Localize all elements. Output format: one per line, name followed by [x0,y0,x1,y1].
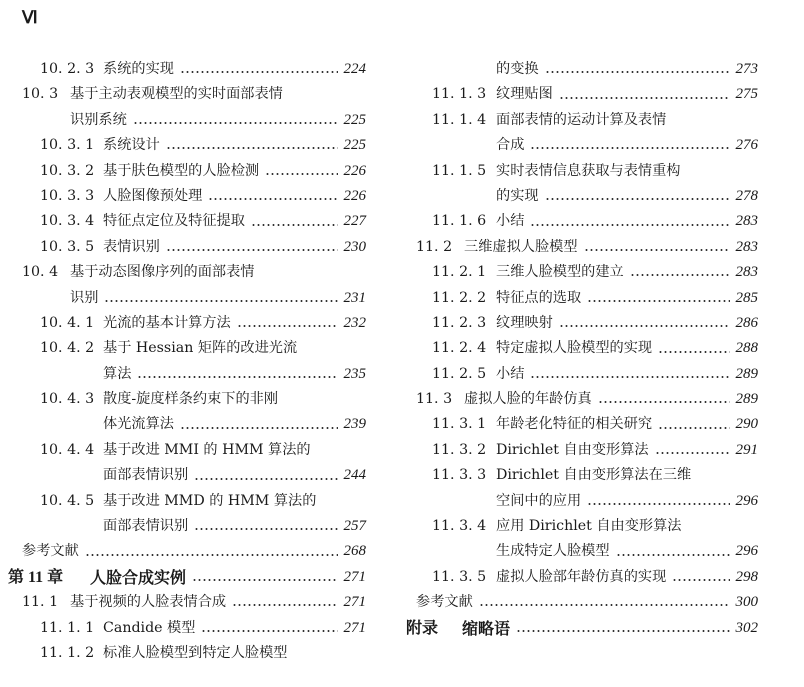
toc-entry [406,209,762,234]
toc-entry-title: 生成特定人脸模型 [496,543,610,560]
toc-entry-title: Dirichlet 自由变形算法在三维 [496,467,692,484]
toc-entry-title: 小结 [496,365,525,382]
toc-entry-number: 11. 3 [416,391,453,408]
toc-entry-number: 10. 3 [22,86,59,103]
dot-leader [85,539,338,564]
toc-entry-title: 纹理映射 [496,314,553,331]
toc-entry-title: 系统的实现 [103,61,174,77]
toc-entry-number: 11. 3. 2 [432,441,487,458]
toc-entry [406,438,762,463]
dot-leader [559,82,730,107]
toc-entry [406,311,762,336]
dot-leader [587,489,730,514]
toc-entry [0,82,370,107]
toc-entry-number: 10. 3. 3 [40,187,95,204]
toc-entry [0,311,370,336]
toc-entry-title: 表情识别 [103,238,160,255]
dot-leader [237,311,338,336]
toc-entry-title: 算法 [103,365,132,382]
toc-page-number: 271 [343,568,366,585]
toc-entry [406,387,762,412]
toc-entry [406,159,762,184]
toc-entry-number: 11. 1. 3 [432,86,487,103]
toc-entry [406,260,762,285]
toc-entry-title: 三维人脸模型的建立 [496,264,624,281]
toc-entry-number: 第 11 章 [8,568,64,586]
dot-leader [658,336,730,361]
dot-leader [559,311,730,336]
dot-leader [616,539,730,564]
toc-entry [406,565,762,590]
toc-entry [406,463,762,488]
toc-entry [406,514,762,539]
toc-entry-number: 10. 3. 5 [40,238,95,255]
dot-leader [587,286,730,311]
toc-left-column [0,57,370,666]
dot-leader [232,590,338,615]
toc-entry [0,209,370,234]
toc-entry-title: 虚拟人脸的年龄仿真 [464,391,592,408]
dot-leader [672,565,730,590]
toc-entry-number: 11. 1. 6 [432,213,487,230]
toc-entry-number: 附录 [406,619,439,637]
toc-page-number: 291 [735,441,758,458]
toc-entry-number: 10. 4. 3 [40,391,95,408]
toc-entry-title: 基于动态图像序列的面部表情 [70,264,255,281]
toc-entry-title: 特定虚拟人脸模型的实现 [496,340,653,357]
dot-leader [104,286,338,311]
toc-entry-number: 11. 3. 4 [432,518,487,535]
toc-entry [406,82,762,107]
toc-entry [0,336,370,361]
dot-leader [630,260,730,285]
toc-entry-title: 基于主动表观模型的实时面部表情 [70,86,283,103]
toc-entry-number: 11. 2. 4 [432,340,487,357]
toc-entry-continuation [406,489,762,514]
toc-entry-number: 11. 1. 2 [40,644,95,661]
toc-page-number: 296 [735,543,758,560]
dot-leader [208,184,338,209]
toc-entry [406,362,762,387]
toc-entry-title: 人脸合成实例 [90,567,187,587]
dot-leader [201,616,338,641]
toc-entry-title: 基于视频的人脸表情合成 [70,594,227,611]
toc-entry-title: 纹理贴图 [496,86,553,103]
toc-entry-number: 11. 3. 1 [432,416,487,433]
dot-leader [658,412,730,437]
dot-leader [251,209,338,234]
toc-entry [0,387,370,412]
toc-entry-number: 11. 1 [22,594,59,611]
toc-entry-continuation [0,412,370,437]
dot-leader [180,412,338,437]
toc-entry-number: 10. 3. 1 [40,137,95,154]
toc-entry-number: 11. 2 [416,238,453,255]
toc-entry-title: 参考文献 [22,543,79,560]
toc-entry-number: 10. 4. 5 [40,492,95,509]
toc-entry-continuation [406,184,762,209]
toc-entry-number: 11. 2. 1 [432,264,487,281]
toc-page-number: 235 [343,365,366,382]
toc-page-number: 290 [735,416,758,433]
toc-entry-title: 基于肤色模型的人脸检测 [103,162,260,179]
dot-leader [479,590,730,615]
toc-entry-continuation [406,539,762,564]
toc-page-number: 298 [735,568,758,585]
toc-page-number: 225 [343,137,366,154]
toc-page-number: 244 [343,467,366,484]
toc-entry-title: 特征点的选取 [496,289,582,306]
toc-right-column [406,57,762,641]
page-folio: Ⅵ [22,8,39,27]
toc-page-number: 278 [735,187,758,204]
toc-entry-title: 三维虚拟人脸模型 [464,238,578,255]
toc-entry-number: 11. 1. 1 [40,619,95,636]
toc-entry [0,235,370,260]
toc-entry-title: 识别 [70,289,99,306]
dot-leader [530,133,730,158]
toc-entry-title: 虚拟人脸部年龄仿真的实现 [496,568,667,585]
toc-entry-number: 11. 2. 5 [432,365,487,382]
toc-entry-title: Dirichlet 自由变形算法 [496,441,649,458]
toc-entry-number: 10. 4 [22,264,59,281]
toc-page-number: 288 [735,340,758,357]
dot-leader [133,108,338,133]
toc-entry-title: 应用 Dirichlet 自由变形算法 [496,518,682,535]
toc-entry-title: 基于改进 MMD 的 HMM 算法的 [103,492,317,509]
toc-page-number: 226 [343,187,366,204]
toc-entry-number: 11. 1. 4 [432,111,487,128]
dot-leader [137,362,338,387]
toc-entry-number: 10. 2. 3 [40,61,95,77]
dot-leader [545,184,730,209]
toc-entry-title: 空间中的应用 [496,492,582,509]
toc-entry [406,616,762,641]
dot-leader [655,438,730,463]
toc-entry [0,616,370,641]
dot-leader [265,159,338,184]
toc-page-number: 276 [735,137,758,154]
toc-entry-title: 年龄老化特征的相关研究 [496,416,653,433]
toc-page-number: 231 [343,289,366,306]
dot-leader [516,616,730,641]
toc-entry-title: 实时表情信息获取与表情重构 [496,162,681,179]
toc-page-number: 268 [343,543,366,560]
toc-entry-continuation [406,133,762,158]
dot-leader [192,565,338,590]
toc-entry-number: 10. 4. 1 [40,314,95,331]
toc-entry-number: 10. 4. 2 [40,340,95,357]
toc-page-number: 227 [343,213,366,230]
dot-leader [598,387,730,412]
toc-page-number: 302 [735,619,758,636]
toc-entry-continuation [0,463,370,488]
toc-page-number: 283 [735,213,758,230]
toc-entry [406,336,762,361]
toc-entry-number: 10. 3. 4 [40,213,95,230]
toc-entry-number: 11. 1. 5 [432,162,487,179]
toc-entry-title: 光流的基本计算方法 [103,314,231,331]
toc-entry-title: 面部表情识别 [103,518,189,535]
toc-page-number: 273 [735,61,758,77]
toc-entry-number: 11. 3. 5 [432,568,487,585]
toc-entry-title: 合成 [496,137,525,154]
toc-entry-title: Candide 模型 [103,619,196,636]
toc-page-number: 289 [735,365,758,382]
dot-leader [180,57,338,82]
toc-entry [0,159,370,184]
toc-entry-continuation [406,590,762,615]
toc-entry [0,438,370,463]
toc-entry-title: 散度-旋度样条约束下的非刚 [103,391,279,408]
toc-entry-title: 标准人脸模型到特定人脸模型 [103,644,288,661]
toc-page-number: 271 [343,619,366,636]
toc-entry-title: 面部表情的运动计算及表情 [496,111,667,128]
toc-entry [406,108,762,133]
toc-entry-continuation [0,108,370,133]
toc-entry [406,412,762,437]
toc-entry-title: 的实现 [496,187,539,204]
toc-entry-continuation [0,539,370,564]
toc-entry-continuation [0,514,370,539]
dot-leader [584,235,730,260]
toc-entry [0,565,370,590]
dot-leader [194,514,338,539]
toc-entry [0,641,370,666]
toc-entry-title: 小结 [496,213,525,230]
toc-entry-title: 的变换 [496,61,539,77]
toc-page-number: 239 [343,416,366,433]
toc-page-number: 296 [735,492,758,509]
toc-page-number: 275 [735,86,758,103]
toc-entry [0,184,370,209]
toc-entry-title: 系统设计 [103,137,160,154]
toc-entry-continuation [406,57,762,82]
toc-entry-title: 基于 Hessian 矩阵的改进光流 [103,340,298,357]
toc-page-number: 286 [735,314,758,331]
toc-entry-continuation [0,362,370,387]
dot-leader [530,362,730,387]
toc-entry-continuation [0,286,370,311]
toc-page-number: 257 [343,518,366,535]
toc-entry [0,590,370,615]
toc-page-number: 271 [343,594,366,611]
dot-leader [166,133,338,158]
toc-entry-number: 11. 3. 3 [432,467,487,484]
toc-entry-number: 10. 3. 2 [40,162,95,179]
toc-entry [0,133,370,158]
toc-entry [0,57,370,82]
toc-entry-number: 11. 2. 3 [432,314,487,331]
toc-page-number: 300 [735,594,758,611]
dot-leader [545,57,730,82]
toc-entry-title: 特征点定位及特征提取 [103,213,245,230]
toc-entry [0,260,370,285]
toc-entry-title: 体光流算法 [103,416,174,433]
toc-entry [406,286,762,311]
toc-page-number: 289 [735,391,758,408]
toc-entry-title: 基于改进 MMI 的 HMM 算法的 [103,441,311,458]
toc-page-number: 224 [343,61,366,77]
toc-page-number: 226 [343,162,366,179]
dot-leader [166,235,338,260]
toc-entry [0,489,370,514]
toc-entry [406,235,762,260]
toc-page-number: 225 [343,111,366,128]
toc-entry-title: 人脸图像预处理 [103,187,203,204]
toc-page-number: 230 [343,238,366,255]
toc-entry-title: 面部表情识别 [103,467,189,484]
toc-entry-number: 11. 2. 2 [432,289,487,306]
toc-page-number: 283 [735,238,758,255]
dot-leader [530,209,730,234]
toc-entry-number: 10. 4. 4 [40,441,95,458]
toc-page-number: 232 [343,314,366,331]
toc-entry-title: 缩略语 [462,618,511,638]
dot-leader [194,463,338,488]
toc-page-number: 283 [735,264,758,281]
toc-entry-title: 参考文献 [416,594,473,611]
toc-entry-title: 识别系统 [70,111,127,128]
toc-page-number: 285 [735,289,758,306]
